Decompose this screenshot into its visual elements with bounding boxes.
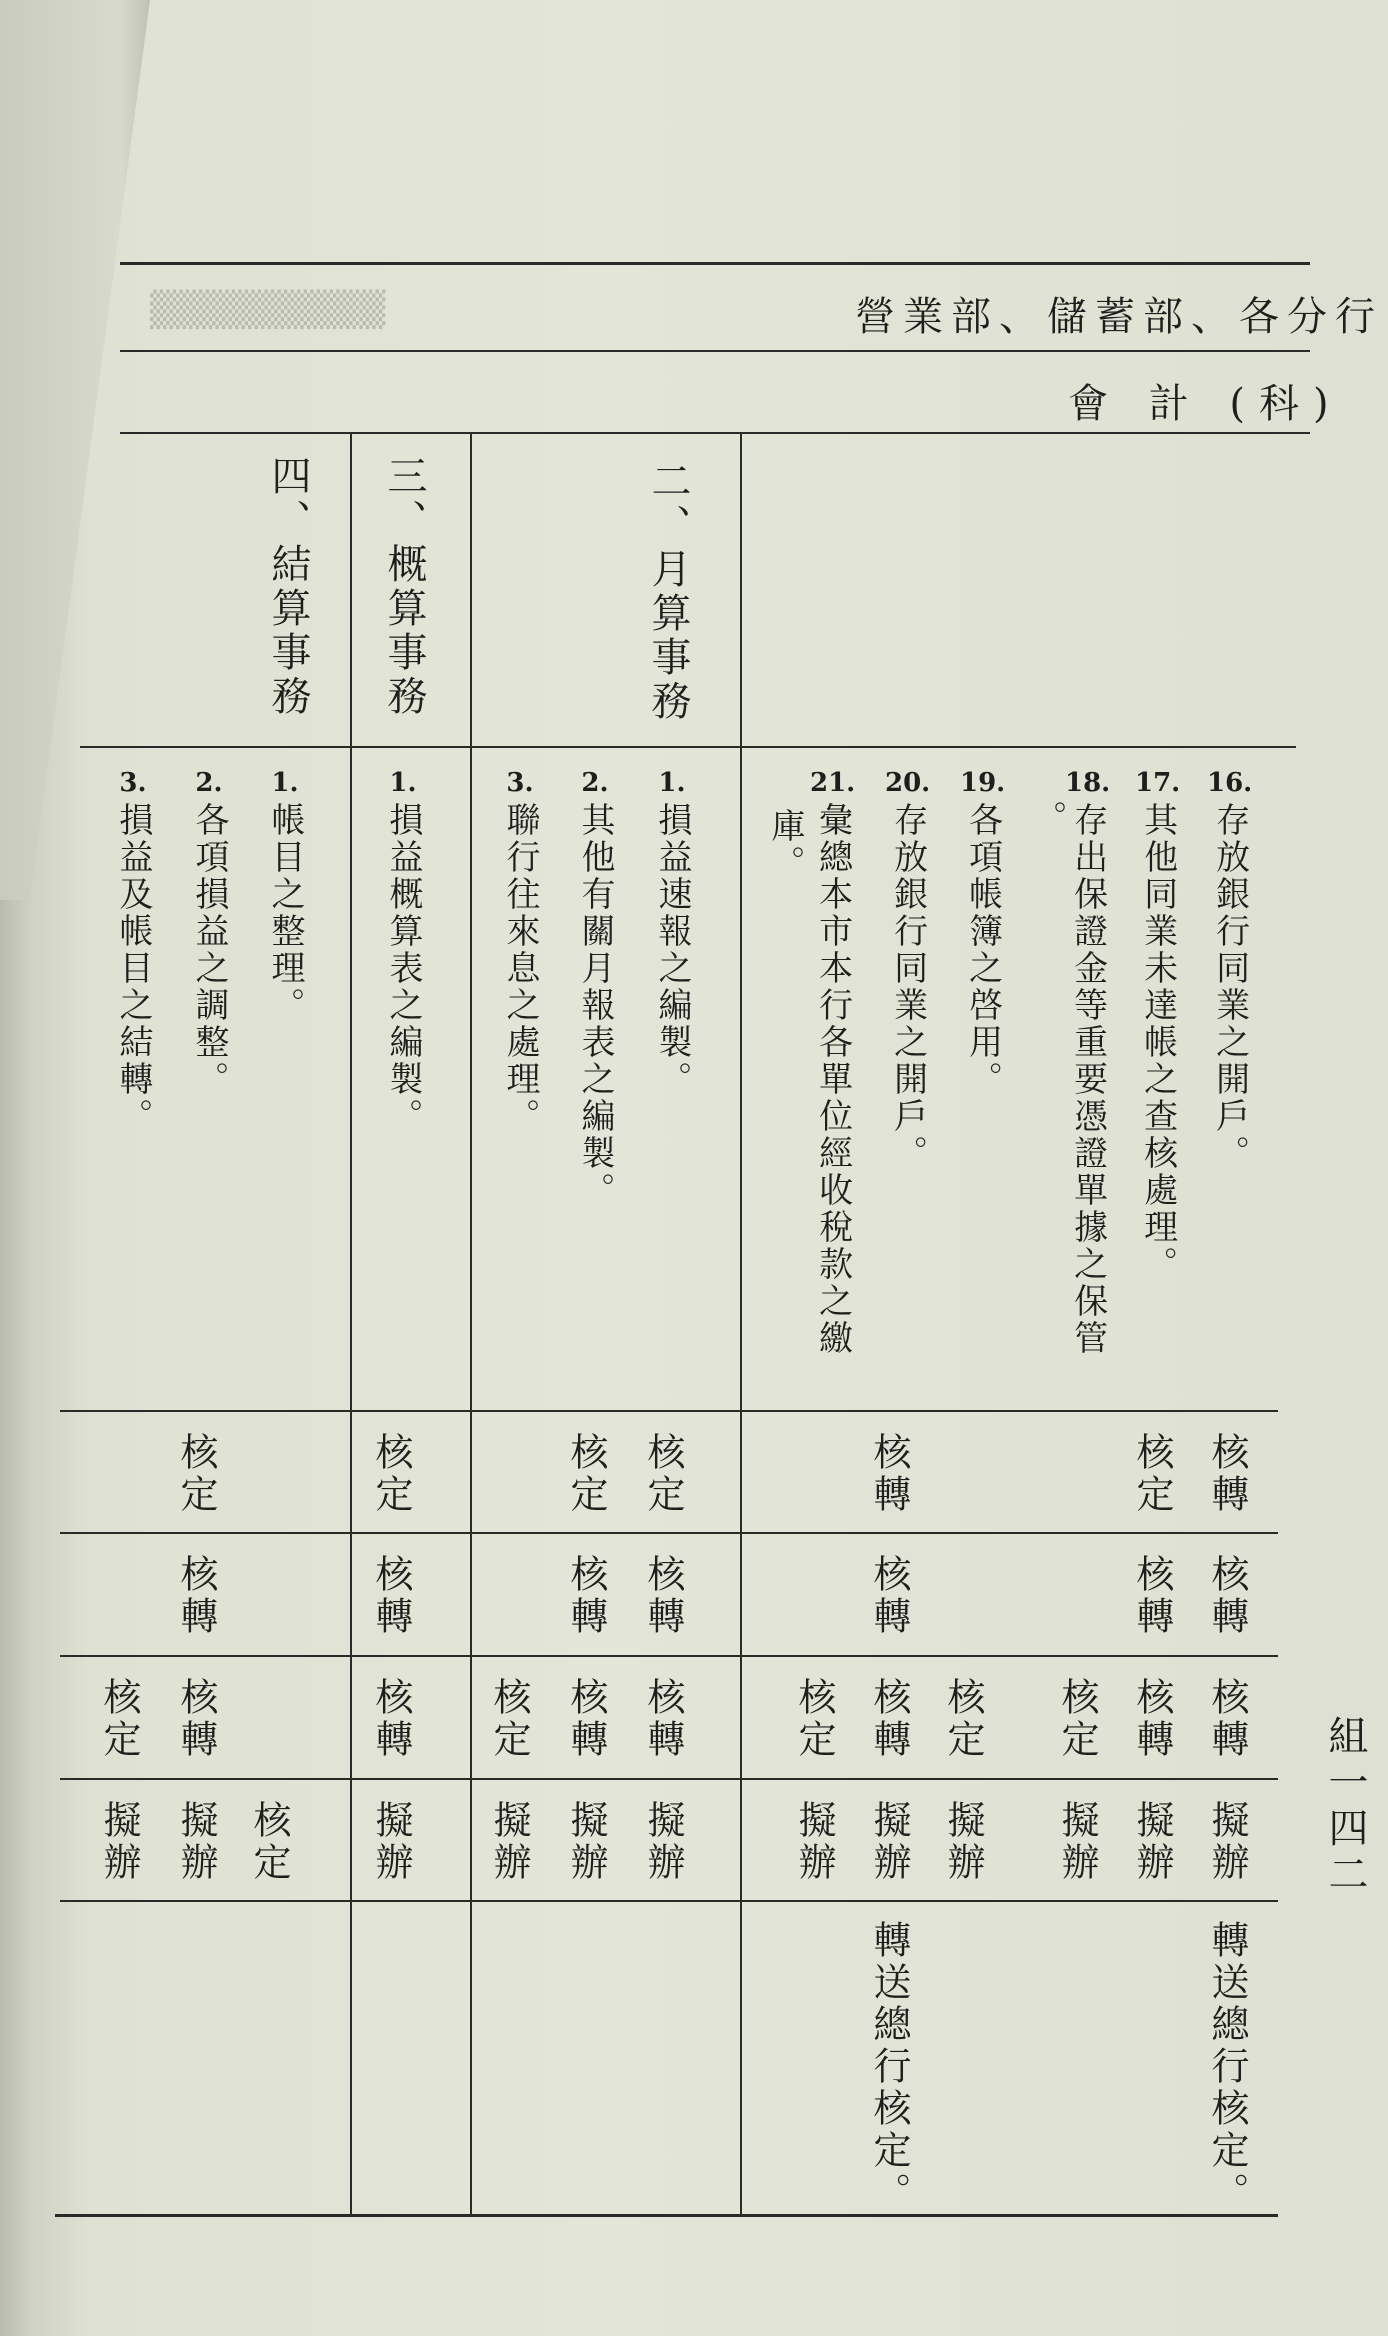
mark-hezhuan: 核轉: [1205, 1554, 1249, 1638]
mark-heding: 核定: [247, 1800, 291, 1884]
mark-niban: 擬辦: [1055, 1800, 1099, 1884]
category-rule: [80, 746, 1296, 748]
table-bottom-rule: [55, 2214, 1278, 2217]
mark-hezhuan: 核轉: [1130, 1554, 1174, 1638]
section-divider: [350, 748, 352, 2216]
mark-hezhuan: 核轉: [1205, 1677, 1249, 1761]
page-number: 組一四二: [1322, 1715, 1368, 1899]
category-settlement: 四、結算事務: [265, 455, 311, 719]
mark-niban: 擬辦: [564, 1800, 608, 1884]
mark-niban: 擬辦: [1205, 1800, 1249, 1884]
approval-row-rule-2: [60, 1532, 1278, 1534]
mark-heding: 核定: [97, 1677, 141, 1761]
mark-hezhuan: 核轉: [867, 1677, 911, 1761]
remark-send-head-office: 轉送總行核定。: [867, 1920, 911, 2214]
mark-heding: 核定: [792, 1677, 836, 1761]
col-divider: [350, 434, 352, 746]
mark-hezhuan: 核轉: [1205, 1432, 1249, 1516]
header-top-rule: [120, 262, 1310, 265]
item-18: 18.存出保證金等重要憑證單據之保管: [1065, 768, 1111, 1357]
mark-heding: 核定: [174, 1432, 218, 1516]
approval-row-rule-5: [60, 1900, 1278, 1902]
category-estimate: 三、概算事務: [381, 455, 427, 719]
mark-niban: 擬辦: [641, 1800, 685, 1884]
settlement-item-2: 2.各項損益之調整。: [189, 768, 229, 1098]
mark-niban: 擬辦: [792, 1800, 836, 1884]
bleed-through: ▒▒▒▒▒▒▒▒▒: [150, 290, 386, 330]
mark-hezhuan: 核轉: [1130, 1677, 1174, 1761]
header-subtitle: 會 計 (科): [1068, 381, 1343, 427]
mark-hezhuan: 核轉: [174, 1677, 218, 1761]
settlement-item-1: 1.帳目之整理。: [265, 768, 305, 1024]
mark-hezhuan: 核轉: [641, 1554, 685, 1638]
mark-hezhuan: 核轉: [174, 1554, 218, 1638]
mark-hezhuan: 核轉: [369, 1554, 413, 1638]
settlement-item-3: 3.損益及帳目之結轉。: [113, 768, 153, 1135]
mark-heding: 核定: [487, 1677, 531, 1761]
mark-heding: 核定: [564, 1432, 608, 1516]
mark-niban: 擬辦: [487, 1800, 531, 1884]
category-monthly: 二、月算事務: [645, 460, 691, 724]
mark-heding: 核定: [1055, 1677, 1099, 1761]
header-title: 營業部、儲蓄部、各分行: [855, 294, 1383, 340]
header-bottom-rule: [120, 432, 1310, 434]
col-divider: [470, 434, 472, 746]
section-divider: [740, 748, 742, 2216]
mark-hezhuan: 核轉: [369, 1677, 413, 1761]
estimate-item-1: 1.損益概算表之編製。: [383, 768, 423, 1135]
monthly-item-3: 3.聯行往來息之處理。: [500, 768, 540, 1135]
mark-niban: 擬辦: [174, 1800, 218, 1884]
mark-hezhuan: 核轉: [564, 1554, 608, 1638]
mark-hezhuan: 核轉: [641, 1677, 685, 1761]
mark-heding: 核定: [1130, 1432, 1174, 1516]
approval-row-rule-4: [60, 1778, 1278, 1780]
mark-niban: 擬辦: [97, 1800, 141, 1884]
mark-hezhuan: 核轉: [564, 1677, 608, 1761]
item-16: 16.存放銀行同業之開戶。: [1207, 768, 1253, 1172]
mark-heding: 核定: [641, 1432, 685, 1516]
mark-niban: 擬辦: [1130, 1800, 1174, 1884]
mark-hezhuan: 核轉: [867, 1554, 911, 1638]
mark-niban: 擬辦: [867, 1800, 911, 1884]
section-divider: [470, 748, 472, 2216]
item-17: 17.其他同業未達帳之查核處理。: [1135, 768, 1181, 1283]
mark-niban: 擬辦: [369, 1800, 413, 1884]
header-mid-rule: [120, 350, 1310, 352]
monthly-item-1: 1.損益速報之編製。: [652, 768, 692, 1098]
item-19: 19.各項帳簿之啓用。: [960, 768, 1006, 1098]
approval-row-rule-1: [60, 1410, 1278, 1412]
mark-niban: 擬辦: [941, 1800, 985, 1884]
mark-heding: 核定: [369, 1432, 413, 1516]
mark-heding: 核定: [941, 1677, 985, 1761]
remark-send-head-office: 轉送總行核定。: [1205, 1920, 1249, 2214]
mark-hezhuan: 核轉: [867, 1432, 911, 1516]
item-20: 20.存放銀行同業之開戶。: [885, 768, 931, 1172]
approval-row-rule-3: [60, 1655, 1278, 1657]
item-18-continuation: 。: [1027, 800, 1067, 837]
monthly-item-2: 2.其他有關月報表之編製。: [575, 768, 615, 1209]
col-divider: [740, 434, 742, 746]
item-21: 21.彙總本市本行各單位經收稅款之繳: [810, 768, 856, 1357]
item-21-continuation: 庫。: [765, 808, 805, 882]
